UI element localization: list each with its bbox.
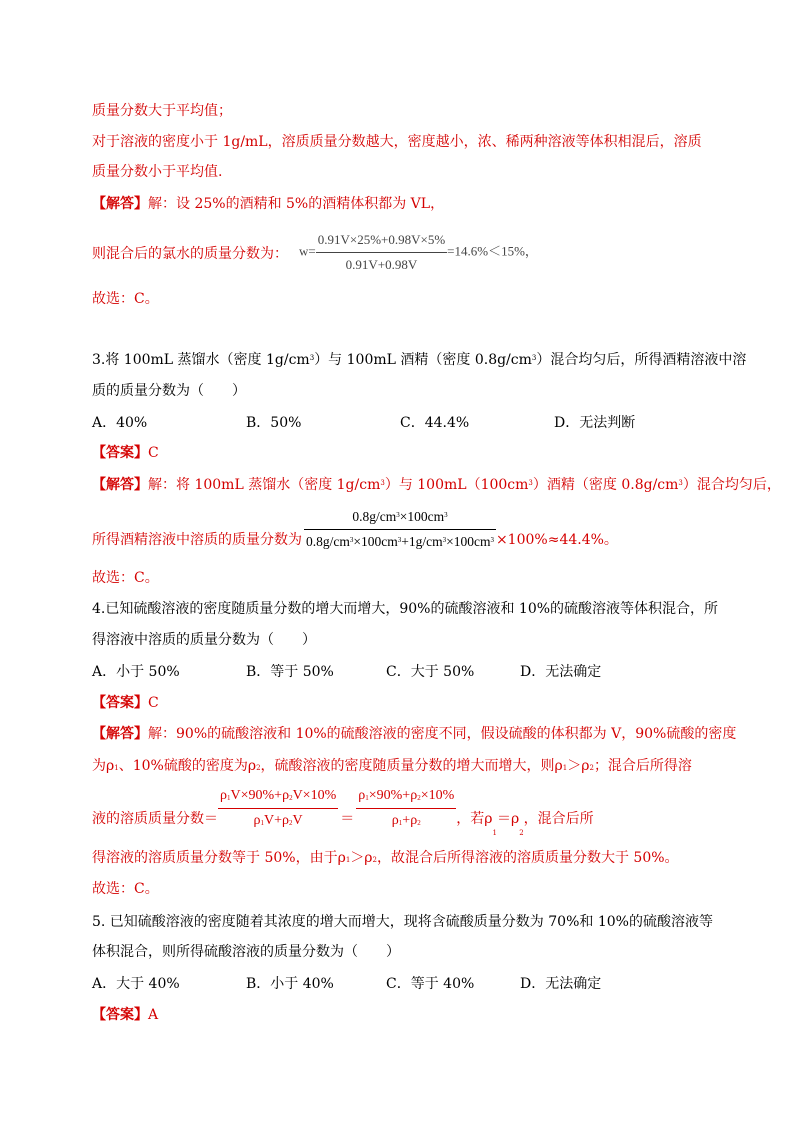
formula-result: =14.6%＜15% — [447, 243, 525, 259]
q3-option-d: D．无法判断 — [554, 415, 636, 431]
q4-s3t-a: ，若ρ — [456, 810, 493, 827]
formula-denominator: 0.91V+0.98V — [345, 257, 418, 272]
q4-sol-text: 解：90%的硫酸溶液和 10%的硫酸溶液的密度不同，假设硫酸的体积都为 V，90%硫酸的密度 — [148, 726, 737, 742]
q3-den-d: ×100cm — [446, 534, 491, 549]
q4-s4-sub1: 1 — [345, 856, 351, 864]
q4-line-1: 4.已知硫酸溶液的密度随质量分数的增大而增大，90%的硫酸溶液和 10%的硫酸溶液等体积混合，所 — [92, 601, 719, 617]
q4-f1n-a: ρ — [220, 788, 227, 803]
formula-numerator: 0.91V×25%+0.98V×5% — [316, 230, 447, 253]
q4-choice: 故选：C。 — [92, 881, 159, 897]
q4-f2n-b: ×90%+ρ — [368, 788, 418, 803]
q3-sol-sup-2: 3 — [528, 479, 533, 487]
formula-w: w= — [299, 243, 316, 259]
q4-answer-value: C — [148, 695, 159, 711]
q4-f1n-s2: 2 — [289, 794, 293, 802]
solution-tag: 【解答】 — [92, 196, 148, 212]
q4-f1n-b: V×90%+ρ — [230, 788, 290, 803]
q4-f1d-c: V — [292, 813, 303, 828]
q4-option-c: C．大于 50% — [386, 664, 475, 680]
q3-fraction — [304, 507, 496, 552]
q4-f1-denominator — [218, 809, 338, 831]
q4-fraction-2 — [356, 786, 456, 831]
q3-option-c: C．44.4% — [400, 415, 470, 431]
q4-s3-lead: 液的溶质质量分数＝ — [92, 810, 218, 827]
q4-answer-tag: 【答案】 — [92, 695, 148, 711]
q4-s4-a: 得溶液的溶质质量分数等于 50%，由于ρ — [92, 850, 346, 866]
q4-s2-sub-1: 1 — [114, 764, 119, 772]
q3-fraction-numerator — [304, 507, 496, 530]
q3-solution-line-2 — [92, 507, 618, 552]
q4-s3t-sub2: 2 — [519, 829, 524, 837]
q4-s2-d: ＞ρ — [567, 758, 590, 774]
q3-sup-1: 3 — [309, 354, 315, 362]
explanation-line-2: 对于溶液的密度小于 1g/mL，溶质质量分数越大，密度越小，浓、稀两种溶液等体积相混后，溶质 — [92, 134, 702, 150]
q3-fraction-denominator — [304, 530, 496, 552]
q5-option-a: A．大于 40% — [92, 976, 180, 992]
q4-s3t-sub1: 1 — [492, 829, 497, 837]
q3-den-sup-4: 3 — [490, 536, 494, 544]
q4-s2-sub-2: 2 — [256, 764, 261, 772]
q3-answer-tag: 【答案】 — [92, 445, 148, 461]
q3-sol-text-a: 解：将 100mL 蒸馏水（密度 1g/cm — [148, 477, 381, 493]
q3-num-sup-2: 3 — [444, 511, 448, 519]
q5-option-b: B．小于 40% — [246, 976, 334, 992]
choice-line: 故选：C。 — [92, 291, 159, 307]
q5-answer — [92, 1005, 158, 1025]
q4-f1d-s1: 1 — [260, 819, 265, 827]
q3-choice: 故选：C。 — [92, 570, 159, 586]
q4-f1d-b: V+ρ — [264, 813, 290, 828]
q4-answer — [92, 693, 159, 713]
q3-answer-value: C — [148, 445, 159, 461]
q3-den-a: 0.8g/cm — [306, 534, 350, 549]
q4-f2n-a: ρ — [358, 788, 366, 803]
q4-f2-denominator — [356, 809, 456, 831]
q4-f1n-s1: 1 — [227, 794, 231, 802]
q4-f2d-b: +ρ — [402, 813, 418, 828]
q4-s3-tail — [456, 810, 594, 837]
q3-sol-tail: ×100%≈44.4%。 — [495, 531, 618, 548]
q4-s2-a: 为ρ — [92, 758, 115, 774]
q3-solution-line-1 — [92, 475, 781, 495]
q3-sol-lead: 所得酒精溶液中溶质的质量分数为 — [92, 531, 302, 548]
q4-f1d-a: ρ — [253, 813, 261, 828]
q4-s4-sub2: 2 — [372, 856, 377, 864]
q3-den-b: ×100cm — [353, 534, 398, 549]
q5-line-1: 5. 已知硫酸溶液的密度随着其浓度的增大而增大，现将含硫酸质量分数为 70%和 10%的硫酸溶液等 — [92, 914, 713, 930]
q4-s3t-b: ＝ρ — [496, 810, 520, 827]
q3-text-c: ）混合均匀后，所得酒精溶液中溶 — [536, 352, 747, 368]
q4-line-2: 得溶液中溶质的质量分数为（ ） — [92, 632, 316, 648]
q3-sol-text-b: ）与 100mL（100cm — [384, 477, 529, 493]
q4-solution-line-2 — [92, 756, 692, 776]
q4-f2d-s1: 1 — [398, 819, 403, 827]
q4-f2-numerator — [356, 786, 456, 809]
q5-option-d: D．无法确定 — [520, 976, 602, 992]
q4-f1n-c: V×10% — [292, 788, 337, 803]
q4-s2-b: 、10%硫酸的密度为ρ — [118, 758, 257, 774]
q3-option-b: B．50% — [246, 415, 302, 431]
q5-answer-value: A — [148, 1007, 159, 1023]
q3-text-b: ）与 100mL 酒精（密度 0.8g/cm — [314, 352, 532, 368]
q4-s4-c: ，故混合后所得溶液的溶质质量分数大于 50%。 — [376, 850, 679, 866]
q4-s4-b: ＞ρ — [350, 850, 373, 866]
q4-solution-line-3 — [92, 786, 594, 837]
explanation-line-3: 质量分数小于平均值. — [92, 164, 223, 180]
q4-f2d-s2: 2 — [417, 819, 421, 827]
q3-den-c: +1g/cm — [401, 534, 443, 549]
formula-fraction — [316, 230, 447, 275]
q3-sol-text-d: ）混合均匀后， — [682, 477, 781, 493]
q3-line-2: 质的质量分数为（ ） — [92, 383, 246, 399]
q4-s2-sub-3: 1 — [562, 764, 568, 772]
q3-den-sup-1: 3 — [349, 536, 354, 544]
explanation-line-1: 质量分数大于平均值； — [92, 103, 232, 119]
q4-f1d-s2: 2 — [289, 819, 293, 827]
q4-fraction-1 — [218, 786, 338, 831]
q3-solution-tag: 【解答】 — [92, 477, 148, 493]
q4-option-b: B．等于 50% — [246, 664, 334, 680]
q5-answer-tag: 【答案】 — [92, 1007, 148, 1023]
q4-s2-sub-4: 2 — [589, 764, 594, 772]
q4-option-a: A．小于 50% — [92, 664, 180, 680]
q3-sup-2: 3 — [531, 354, 537, 362]
q3-num-b: ×100cm — [399, 509, 445, 524]
formula-comma: ， — [524, 243, 538, 259]
q3-sol-sup-1: 3 — [380, 479, 385, 487]
q3-sol-text-c: ）酒精（密度 0.8g/cm — [532, 477, 679, 493]
solution-line — [92, 194, 444, 214]
solution-text: 解：设 25%的酒精和 5%的酒精体积都为 VL， — [148, 196, 445, 212]
q3-den-sup-2: 3 — [397, 536, 402, 544]
formula-block — [299, 230, 538, 275]
q3-option-a: A．40% — [92, 415, 148, 431]
q5-option-c: C．等于 40% — [386, 976, 475, 992]
q4-equals: ＝ — [340, 810, 355, 827]
q5-line-2: 体积混合，则所得硫酸溶液的质量分数为（ ） — [92, 944, 400, 960]
q4-f2n-s2: 2 — [417, 794, 421, 802]
formula-lead: 则混合后的氯水的质量分数为： — [92, 246, 288, 262]
q4-s2-e: ；混合后所得溶 — [593, 758, 692, 774]
q4-solution-line-4 — [92, 848, 679, 868]
q4-s2-c: ，硫酸溶液的密度随质量分数的增大而增大，则ρ — [260, 758, 563, 774]
q4-s3t-c: ，混合后所 — [523, 810, 594, 827]
q3-answer — [92, 443, 159, 463]
q3-num-sup-1: 3 — [396, 511, 400, 519]
q4-option-d: D．无法确定 — [520, 664, 602, 680]
q3-text-a: 3.将 100mL 蒸馏水（密度 1g/cm — [92, 352, 310, 368]
q4-f2d-a: ρ — [391, 813, 399, 828]
q3-num-a: 0.8g/cm — [352, 509, 397, 524]
q3-sol-sup-3: 3 — [678, 479, 683, 487]
q3-line-1 — [92, 350, 746, 370]
q4-solution-line-1 — [92, 724, 736, 744]
q4-f1-numerator — [218, 786, 338, 809]
q3-den-sup-3: 3 — [442, 536, 447, 544]
q4-f2n-c: ×10% — [420, 788, 455, 803]
q4-f2n-s1: 1 — [365, 794, 369, 802]
q4-solution-tag: 【解答】 — [92, 726, 148, 742]
